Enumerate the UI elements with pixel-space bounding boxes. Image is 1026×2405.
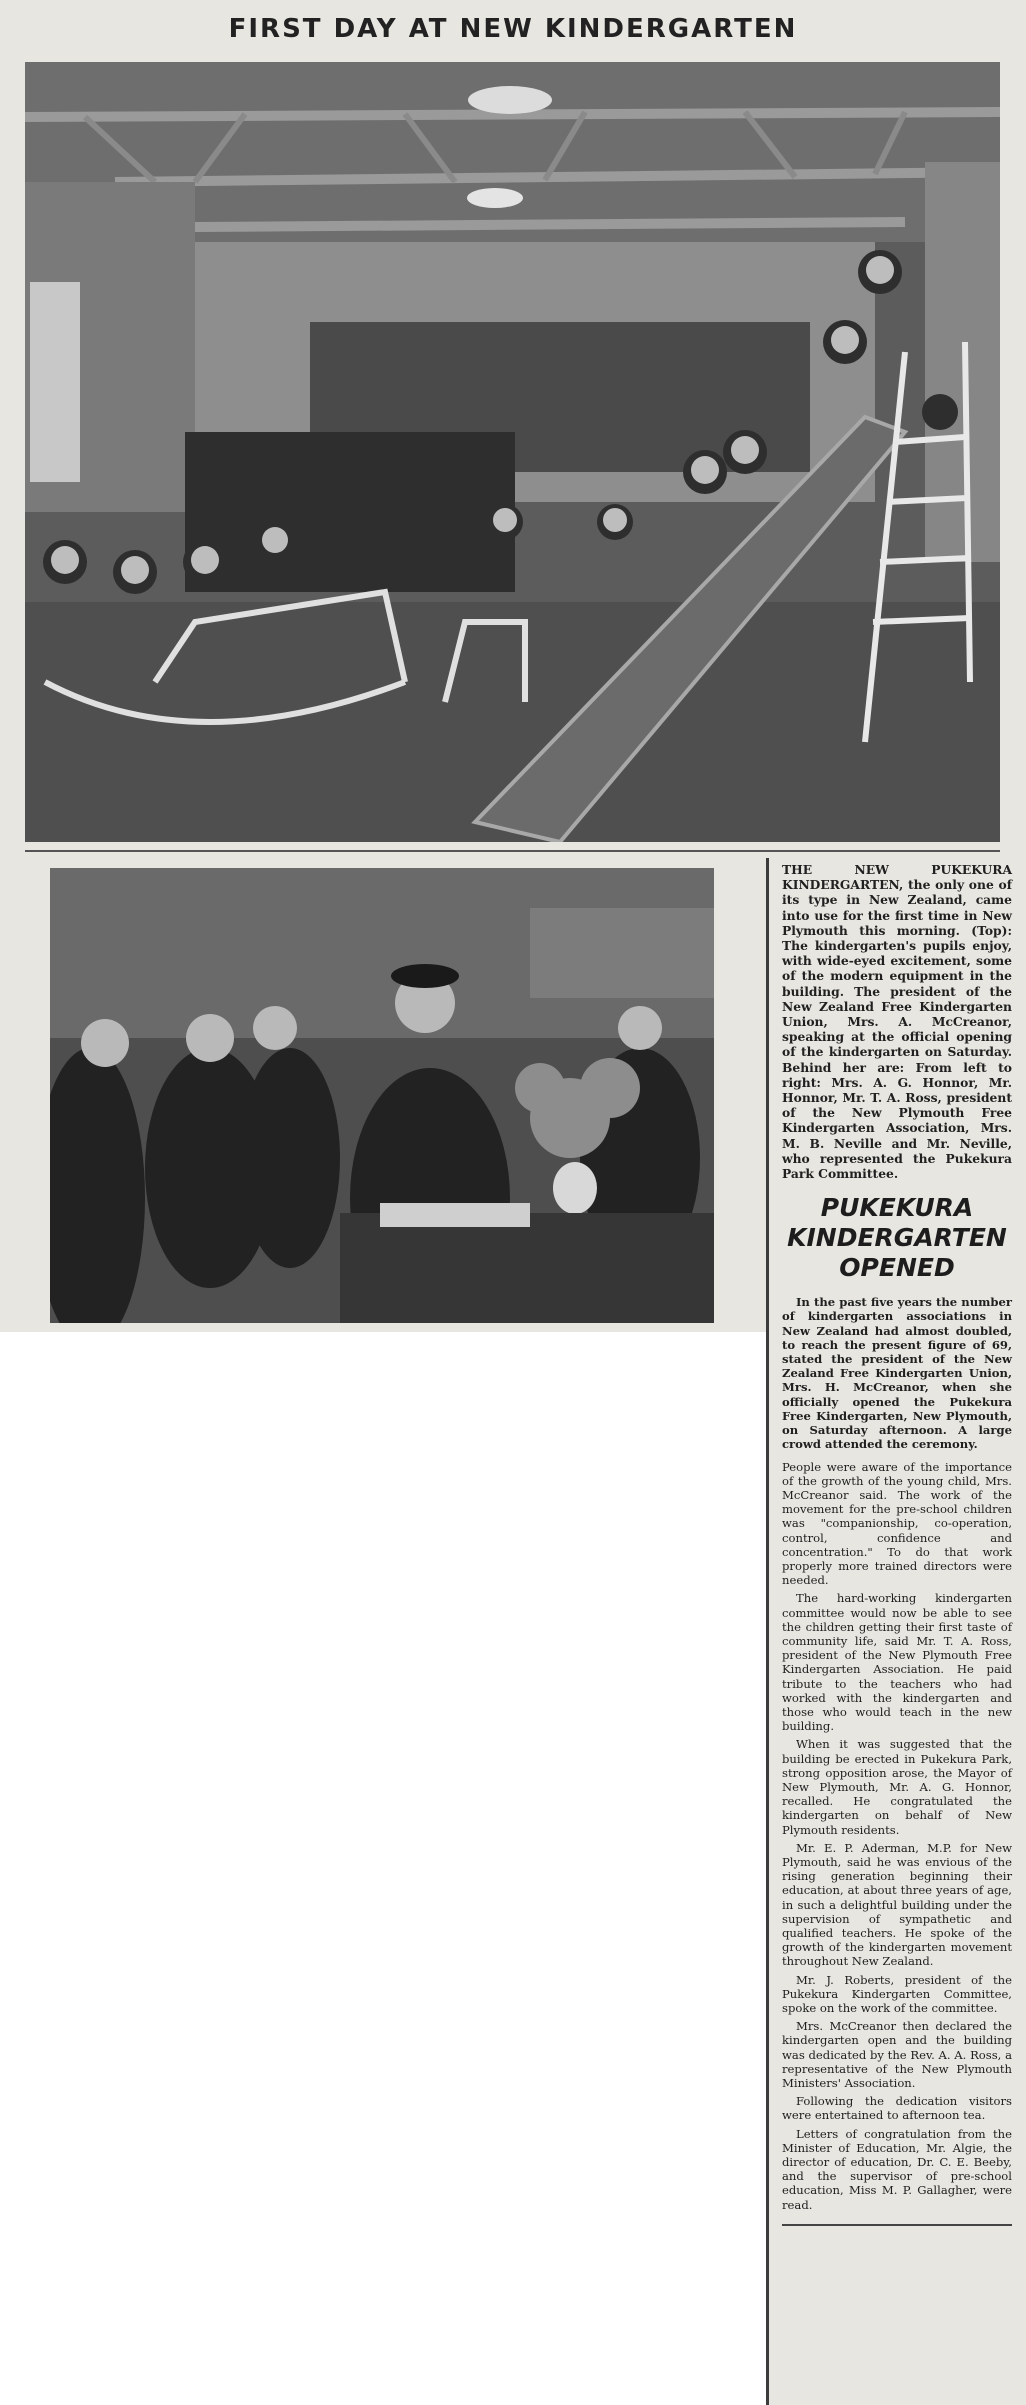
photo-divider (25, 850, 1000, 852)
article-paragraph: The hard-working kindergarten committee would now be able to see the children getting their first taste of community life, said Mr. T. A. Ross, president of the New Plymouth Free Kindergarten Association. He paid tribute to the teachers who had worked with the kindergarten and those who would teach in the new building. (782, 1591, 1012, 1734)
article-paragraph: Letters of congratulation from the Minister of Education, Mr. Algie, the director of education, Dr. C. E. Beeby, and the supervisor of pre-school education, Miss M. P. Gallagher, were read. (782, 2126, 1012, 2212)
article-lede: In the past five years the number of kindergarten associations in New Zealand had almost doubled, to reach the present figure of 69, stated the president of the New Zealand Free Kindergarten Union, Mrs. H. McCreanor, when she officially opened the Pukekura Free Kindergarten, New Plymouth, on Saturday afternoon. A large crowd attended the ceremony. (782, 1295, 1012, 1452)
article-title-line: KINDERGARTEN (787, 1223, 1007, 1253)
article-paragraph: People were aware of the importance of the growth of the young child, Mrs. McCreanor said. The work of the movement for the pre-school children was "companionship, co-operation, control, confidence and concentration." To do that work properly more trained directors were needed. (782, 1459, 1012, 1588)
official-opening-photo (50, 868, 714, 1323)
kindergarten-children-photo (25, 62, 1000, 842)
article-title-line: OPENED (839, 1253, 955, 1283)
article-title-line: PUKEKURA (820, 1193, 974, 1223)
page-headline: FIRST DAY AT NEW KINDERGARTEN (228, 14, 798, 44)
column-rule (766, 858, 769, 2405)
article-end-rule (782, 2224, 1012, 2226)
article-title (782, 1193, 1012, 1283)
article-paragraph: When it was suggested that the building be erected in Pukekura Park, strong opposition arose, the Mayor of New Plymouth, Mr. A. G. Honnor, recalled. He congratulated the kindergarten on behalf of New Plymouth residents. (782, 1737, 1012, 1837)
article-paragraph: Following the dedication visitors were entertained to afternoon tea. (782, 2094, 1012, 2123)
article-paragraph: Mrs. McCreanor then declared the kindergarten open and the building was dedicated by the Rev. A. A. Ross, a representative of the New Plymouth Ministers' Association. (782, 2019, 1012, 2091)
article-paragraph: Mr. E. P. Aderman, M.P. for New Plymouth, said he was envious of the rising generation beginning their education, at about three years of age, in such a delightful building under the supervision of sympathetic and qualified teachers. He spoke of the growth of the kindergarten movement throughout New Zealand. (782, 1840, 1012, 1969)
article-column (782, 862, 1012, 2226)
article-paragraph: Mr. J. Roberts, president of the Pukekura Kindergarten Committee, spoke on the work of the committee. (782, 1972, 1012, 2016)
photo-caption: THE NEW PUKEKURA KINDERGARTEN, the only one of its type in New Zealand, came into use for the first time in New Plymouth this morning. (Top): The kindergarten's pupils enjoy, with wide-eyed excitement, some of the modern equipment in the building. The president of the New Zealand Free Kindergarten Union, Mrs. A. McCreanor, speaking at the official opening of the kindergarten on Saturday. Behind her are: From left to right: Mrs. A. G. Honnor, Mr. Honnor, Mr. T. A. Ross, president of the New Plymouth Free Kindergarten Association, Mrs. M. B. Neville and Mr. Neville, who represented the Pukekura Park Committee. (782, 862, 1012, 1182)
